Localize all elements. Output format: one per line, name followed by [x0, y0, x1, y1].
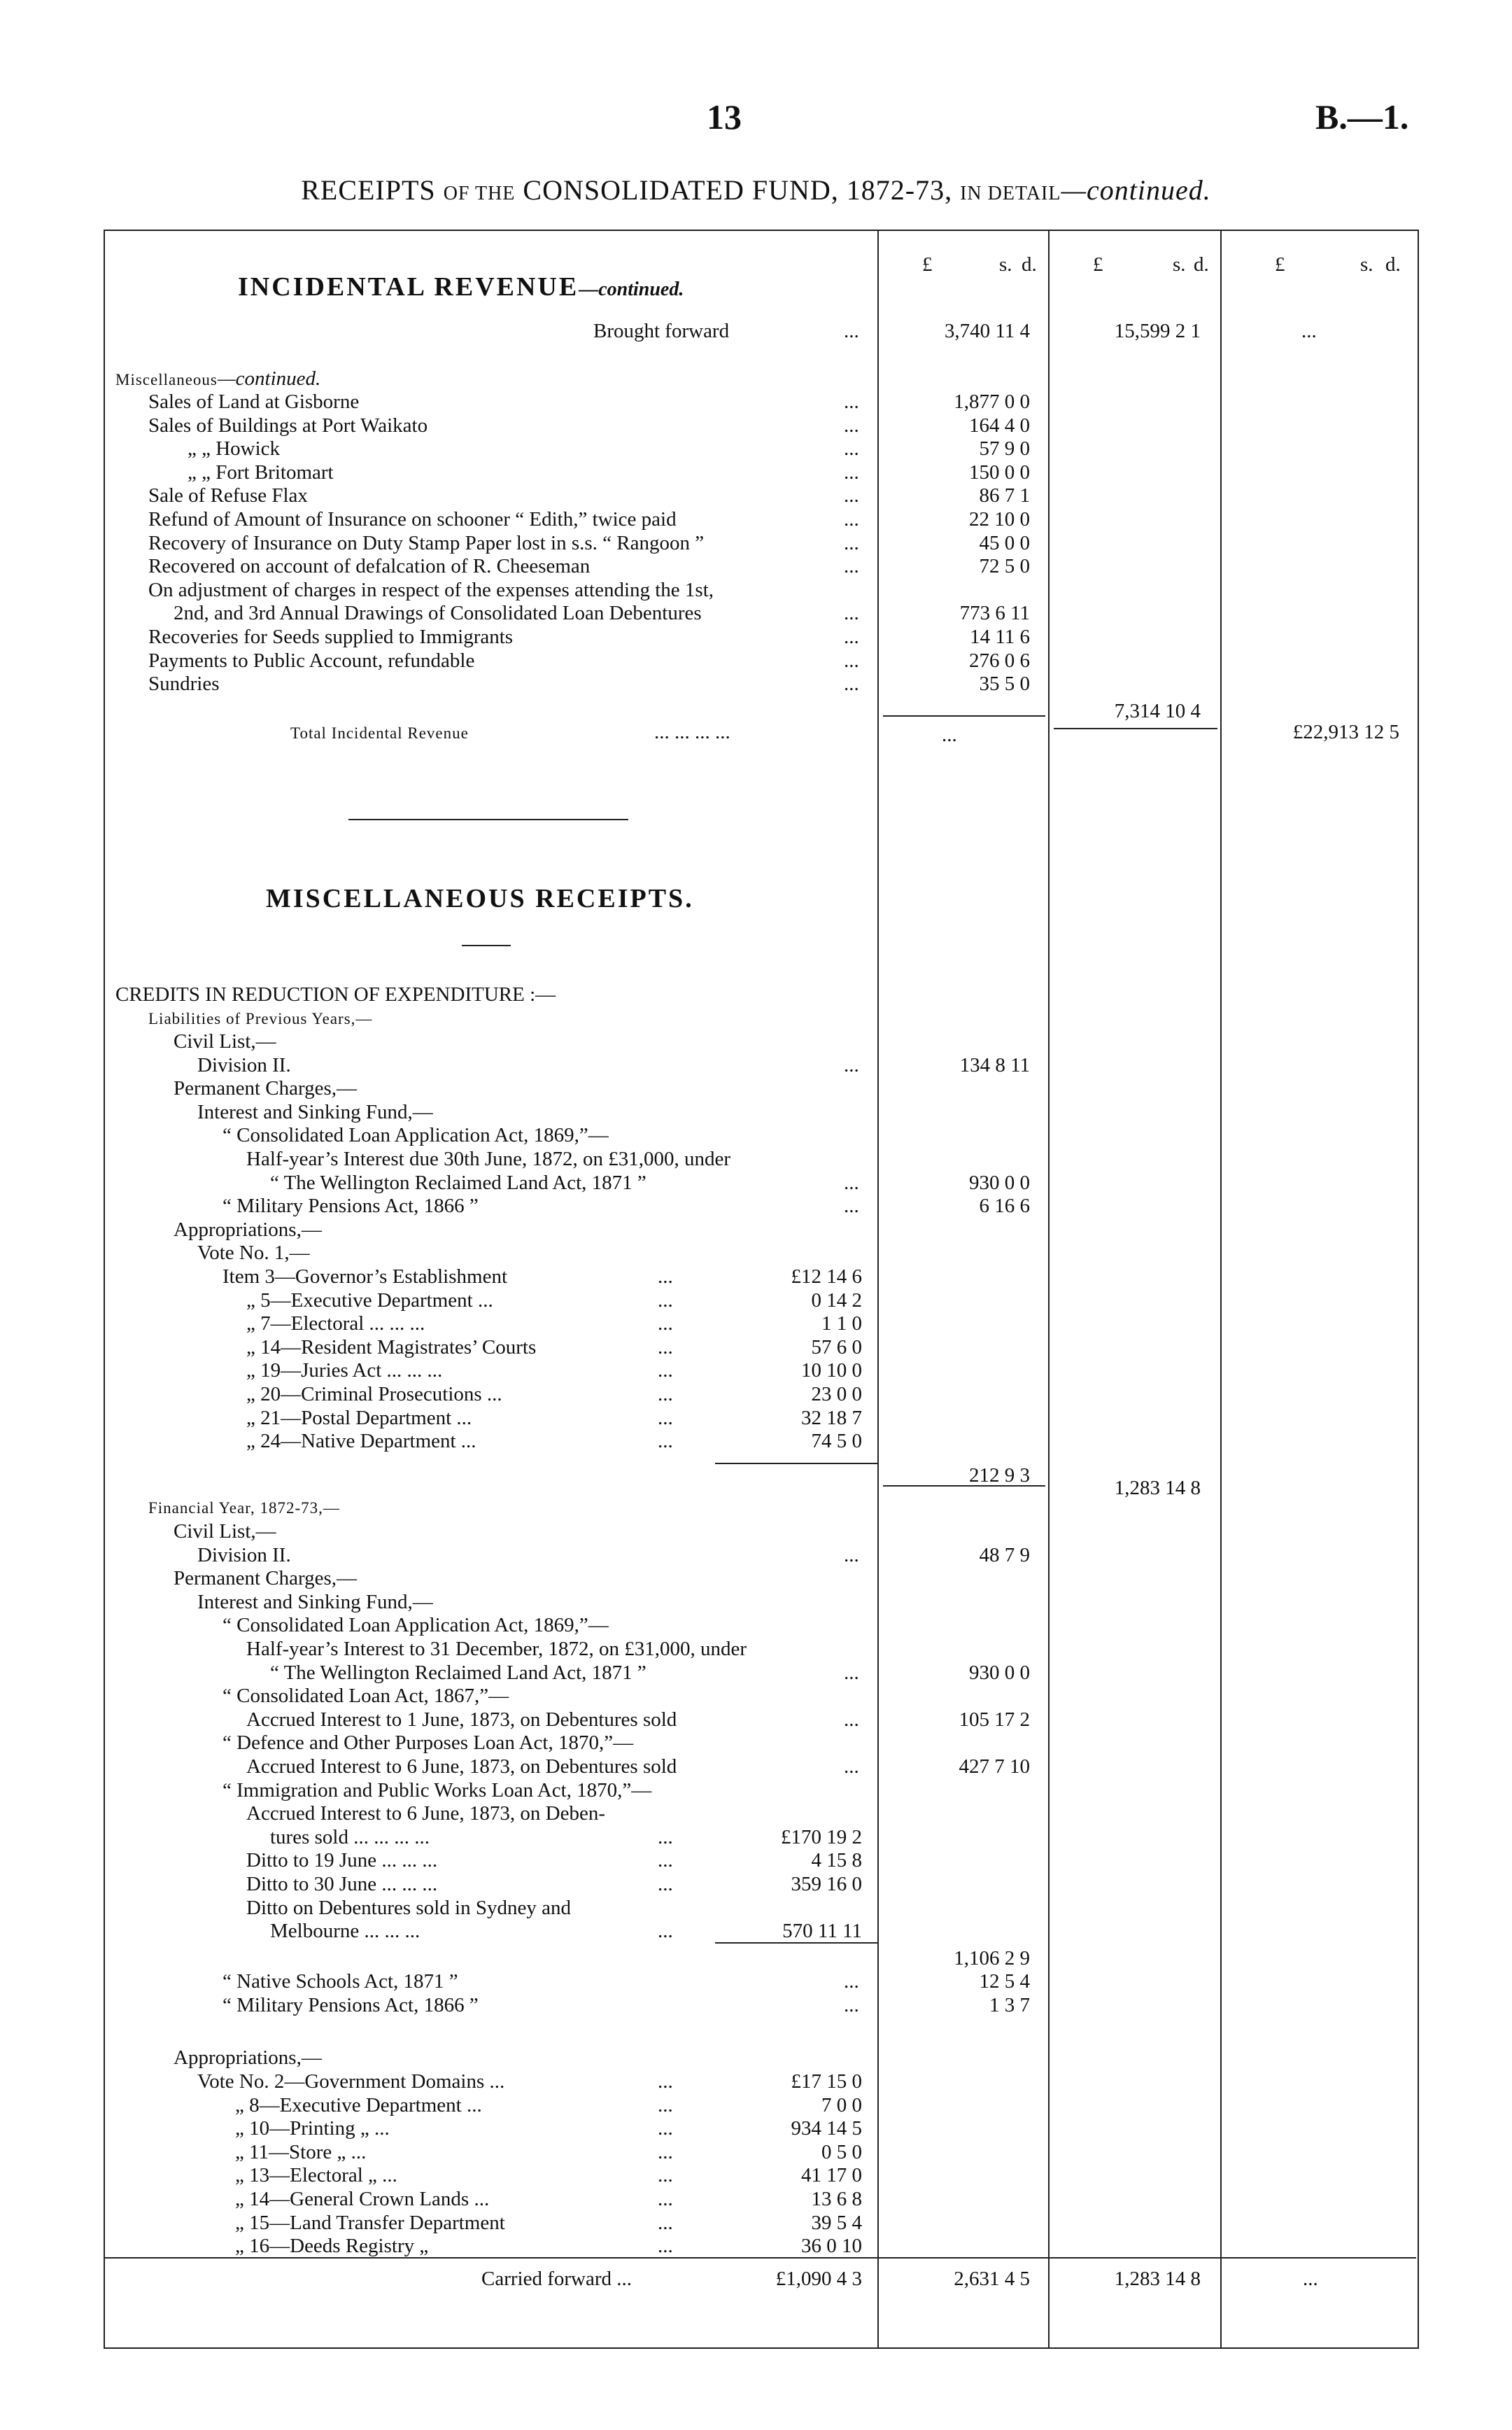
amount-c0: 57 6 0 [811, 1335, 862, 1358]
amount-c0: 13 6 8 [811, 2188, 862, 2210]
amount-c2: 1,283 14 8 [1114, 1477, 1201, 1499]
column-rule [1220, 230, 1222, 2347]
line-label: Melbourne ... ... ... [270, 1920, 421, 1943]
leader-dots: ... [844, 531, 859, 554]
amount-c1: 2,631 4 5 [954, 2268, 1030, 2290]
running-title-part: RECEIPTS [301, 174, 436, 206]
section-heading-misc-receipts: MISCELLANEOUS RECEIPTS. [266, 884, 694, 913]
amount-c2: 1,283 14 8 [1114, 2268, 1201, 2290]
line-label: Division II. [197, 1543, 291, 1566]
line-label: Item 3—Governor’s Establishment [222, 1265, 508, 1288]
amount-c1: 930 0 0 [969, 1171, 1030, 1194]
column-unit-heading: s. [1173, 253, 1186, 276]
line-label: Vote No. 1,— [197, 1242, 310, 1265]
amount-c1: 45 0 0 [979, 531, 1030, 554]
amount-c0: 41 17 0 [801, 2164, 862, 2187]
leader-dots: ... [844, 626, 859, 648]
leader-dots: ... [658, 2140, 673, 2163]
incidental-item-label: „ „ Fort Britomart [188, 461, 334, 484]
line-label: “ Immigration and Public Works Loan Act, 1870,”— [222, 1778, 652, 1802]
column-rule [877, 230, 879, 2347]
amount-c1: 276 0 6 [969, 649, 1030, 672]
leader-dots: ... [844, 1195, 859, 1218]
leader-dots: ... [844, 555, 859, 578]
leader-dots: ... [658, 1406, 673, 1429]
amount-c0: 23 0 0 [811, 1383, 862, 1405]
line-label: Interest and Sinking Fund,— [197, 1100, 433, 1123]
line-label: “ Consolidated Loan Application Act, 1869,”— [222, 1124, 609, 1147]
line-label: „ 7—Electoral ... ... ... [246, 1312, 425, 1335]
line-label: „ 14—Resident Magistrates’ Courts [246, 1335, 537, 1358]
amount-c1: 35 5 0 [979, 673, 1030, 696]
line-label: Half-year’s Interest to 31 December, 1872, on £31,000, under [246, 1638, 747, 1660]
leader-dots: ... [844, 1970, 859, 1993]
leader-dots: ... [844, 1708, 859, 1731]
leader-dots: ... [658, 2093, 673, 2116]
brought-forward-label: Brought forward [593, 320, 730, 342]
amount-c0: 934 14 5 [791, 2117, 862, 2140]
misc-label: Miscellaneous [115, 371, 218, 388]
amount-c1: 48 7 9 [979, 1543, 1030, 1566]
amount-c0: £12 14 6 [791, 1265, 862, 1288]
amount-c1: 164 4 0 [969, 414, 1030, 437]
leader-dots: ... [844, 1755, 859, 1778]
amount-c1: 86 7 1 [979, 484, 1030, 507]
amount-c0: 39 5 4 [811, 2211, 862, 2234]
leader-dots: ... [1301, 320, 1317, 342]
amount-c0: 74 5 0 [811, 1430, 862, 1453]
amount-c1: 150 0 0 [969, 461, 1030, 484]
leader-dots: ... [658, 1383, 673, 1405]
leader-dots: ... [844, 649, 859, 672]
running-title-part: —continued. [1061, 174, 1211, 206]
line-label: tures sold ... ... ... ... [270, 1825, 430, 1848]
leader-dots: ... [658, 2117, 673, 2140]
amount-c1: 427 7 10 [959, 1755, 1030, 1778]
leader-dots: ... [658, 1265, 673, 1288]
liabilities-heading [148, 1006, 372, 1030]
amount-c0: £17 15 0 [791, 2070, 862, 2093]
column-unit-heading: s. [1360, 253, 1373, 276]
financial-year-text: Financial Year, 1872-73,— [148, 1499, 340, 1517]
leader-dots: ... [658, 2235, 673, 2258]
line-label: Accrued Interest to 6 June, 1873, on Debentures sold [246, 1755, 677, 1778]
amount-c1: 22 10 0 [969, 508, 1030, 531]
document-code: B.—1. [1315, 97, 1409, 136]
leader-dots: ... [844, 1661, 859, 1684]
heading-continued: —continued. [579, 279, 684, 300]
sum-rule [883, 715, 1045, 717]
leader-dots: ... [658, 1873, 673, 1895]
financial-year-heading [148, 1496, 340, 1519]
credits-heading: CREDITS IN REDUCTION OF EXPENDITURE :— [115, 983, 556, 1006]
total-label-text: Total Incidental Revenue [290, 724, 469, 742]
column-unit-heading: £ [1275, 253, 1285, 276]
incidental-item-label: Sales of Land at Gisborne [148, 391, 360, 413]
incidental-item-label: „ „ Howick [188, 437, 281, 461]
amount-c0: 0 14 2 [811, 1288, 862, 1312]
total-incidental-label [290, 721, 469, 745]
vote-item-label: „ 13—Electoral „ ... [235, 2164, 397, 2187]
leader-dots: ... [844, 1171, 859, 1194]
amount-c0: 7 0 0 [821, 2093, 862, 2116]
incidental-item-label: Sale of Refuse Flax [148, 484, 308, 507]
leader-dots: ... [658, 2070, 673, 2093]
amount-c2: 15,599 2 1 [1114, 320, 1201, 342]
amount-c1: 12 5 4 [979, 1970, 1030, 1993]
line-label: “ The Wellington Reclaimed Land Act, 1871 ” [270, 1661, 647, 1684]
column-unit-heading: s. [999, 253, 1012, 276]
line-label: „ 5—Executive Department ... [246, 1288, 493, 1312]
amount-c1: 1,106 2 9 [954, 1947, 1030, 1969]
sum-rule [715, 1463, 877, 1464]
page-number: 13 [707, 97, 742, 136]
leader-dots: ... [844, 1543, 859, 1566]
liabilities-text: Liabilities of Previous Years,— [148, 1010, 373, 1027]
leader-dots: ... ... ... ... [654, 721, 730, 743]
leader-dots: ... [844, 1993, 859, 2016]
amount-c1: 134 8 11 [959, 1053, 1030, 1076]
line-label: Ditto on Debentures sold in Sydney and [246, 1896, 571, 1919]
amount-c0: £170 19 2 [781, 1825, 862, 1848]
incidental-item-label: On adjustment of charges in respect of the expenses attending the 1st, [148, 578, 714, 601]
leader-dots: ... [844, 437, 859, 461]
line-label: Civil List,— [174, 1030, 276, 1053]
leader-dots: ... [844, 414, 859, 437]
amount-c0: 359 16 0 [791, 1873, 862, 1895]
amount-c1: 72 5 0 [979, 555, 1030, 578]
amount-c1: 1,877 0 0 [954, 391, 1030, 413]
line-label: Interest and Sinking Fund,— [197, 1590, 433, 1613]
vote-item-label: „ 16—Deeds Registry „ [235, 2235, 429, 2258]
misc-continued: —continued. [217, 367, 321, 390]
sum-rule [1054, 728, 1217, 729]
misc-subheading [115, 367, 320, 391]
section-heading-incidental [238, 272, 684, 302]
leader-dots: ... [844, 1053, 859, 1076]
vote-item-label: „ 15—Land Transfer Department [235, 2211, 505, 2234]
leader-dots: ... [844, 673, 859, 696]
row-rule [105, 2257, 1416, 2259]
leader-dots: ... [658, 2164, 673, 2187]
column-unit-heading: d. [1022, 253, 1037, 276]
line-label: „ 19—Juries Act ... ... ... [246, 1359, 443, 1382]
leader-dots: ... [844, 391, 859, 413]
line-label: Division II. [197, 1053, 291, 1076]
leader-dots: ... [658, 1825, 673, 1848]
leader-dots: ... [658, 1288, 673, 1312]
line-label: “ Military Pensions Act, 1866 ” [222, 1993, 479, 2016]
leader-dots: ... [658, 1920, 673, 1943]
line-label: “ Military Pensions Act, 1866 ” [222, 1195, 479, 1218]
line-label: “ Consolidated Loan Act, 1867,”— [222, 1685, 509, 1708]
leader-dots: ... [844, 320, 859, 342]
amount-c2: 7,314 10 4 [1114, 700, 1201, 722]
column-unit-heading: £ [922, 253, 933, 276]
leader-dots: ... [658, 1430, 673, 1453]
leader-dots: ... [658, 2188, 673, 2210]
incidental-item-label: Payments to Public Account, refundable [148, 649, 475, 672]
heading-text: INCIDENTAL REVENUE [238, 272, 579, 302]
amount-c0: 4 15 8 [811, 1849, 862, 1872]
amount-c1: 3,740 11 4 [944, 320, 1030, 342]
incidental-item-label: 2nd, and 3rd Annual Drawings of Consolidated Loan Debentures [174, 602, 702, 625]
incidental-item-label: Recovered on account of defalcation of R. Cheeseman [148, 555, 591, 578]
leader-dots: ... [844, 508, 859, 531]
leader-dots: ... [844, 484, 859, 507]
line-label: “ The Wellington Reclaimed Land Act, 1871 ” [270, 1171, 647, 1194]
amount-c1: 14 11 6 [970, 626, 1030, 648]
amount-c0: 570 11 11 [782, 1920, 862, 1943]
section-separator [348, 819, 628, 820]
line-label: „ 20—Criminal Prosecutions ... [246, 1383, 502, 1405]
line-label: Permanent Charges,— [174, 1567, 358, 1590]
appropriations-heading: Appropriations,— [174, 2046, 322, 2069]
incidental-item-label: Refund of Amount of Insurance on schooner “ Edith,” twice paid [148, 508, 677, 531]
leader-dots: ... [658, 1849, 673, 1872]
incidental-item-label: Sundries [148, 673, 220, 696]
column-unit-heading: £ [1093, 253, 1103, 276]
line-label: “ Defence and Other Purposes Loan Act, 1870,”— [222, 1732, 634, 1755]
leader-dots: ... [844, 602, 859, 625]
vote-item-label: „ 8—Executive Department ... [235, 2093, 482, 2116]
amount-c0: 1 1 0 [821, 1312, 862, 1335]
leader-dots: ... [658, 1335, 673, 1358]
vote-item-label: Vote No. 2—Government Domains ... [197, 2070, 505, 2093]
sum-rule [715, 1942, 877, 1944]
line-label: Accrued Interest to 1 June, 1873, on Debentures sold [246, 1708, 677, 1731]
line-label: Appropriations,— [174, 1218, 322, 1241]
line-label: Permanent Charges,— [174, 1077, 358, 1100]
line-label: Accrued Interest to 6 June, 1873, on Deben- [246, 1802, 605, 1825]
amount-c0: 36 0 10 [801, 2235, 862, 2258]
amount-c0: 0 5 0 [821, 2140, 862, 2163]
amount-c3: £22,913 12 5 [1292, 721, 1399, 743]
leader-dots: ... [658, 1359, 673, 1382]
running-title-part: IN DETAIL [960, 183, 1061, 204]
running-title-part: OF THE [443, 183, 516, 204]
amount-c1: 930 0 0 [969, 1661, 1030, 1684]
vote-item-label: „ 14—General Crown Lands ... [235, 2188, 490, 2210]
leader-dots: ... [942, 724, 957, 746]
line-label: Civil List,— [174, 1520, 276, 1543]
heading-rule [462, 945, 511, 946]
amount-c0: £1,090 4 3 [775, 2268, 862, 2290]
leader-dots: ... [658, 1312, 673, 1335]
line-label: “ Consolidated Loan Application Act, 1869,”— [222, 1614, 609, 1637]
amount-c0: 32 18 7 [801, 1406, 862, 1429]
line-label: „ 21—Postal Department ... [246, 1406, 472, 1429]
leader-dots: ... [658, 2211, 673, 2234]
running-title-part: CONSOLIDATED FUND, 1872-73, [523, 174, 953, 206]
incidental-item-label: Recoveries for Seeds supplied to Immigrants [148, 626, 514, 648]
column-unit-heading: d. [1385, 253, 1401, 276]
vote-item-label: „ 10—Printing „ ... [235, 2117, 390, 2140]
line-label: Ditto to 30 June ... ... ... [246, 1873, 438, 1895]
column-unit-heading: d. [1194, 253, 1209, 276]
incidental-item-label: Sales of Buildings at Port Waikato [148, 414, 428, 437]
vote-item-label: „ 11—Store „ ... [235, 2140, 367, 2163]
line-label: Half-year’s Interest due 30th June, 1872, on £31,000, under [246, 1148, 731, 1170]
running-title [0, 174, 1512, 206]
column-rule [1048, 230, 1050, 2347]
amount-c0: 10 10 0 [801, 1359, 862, 1382]
amount-c1: 57 9 0 [979, 437, 1030, 461]
amount-c1: 105 17 2 [959, 1708, 1030, 1731]
amount-c1: 6 16 6 [979, 1195, 1030, 1218]
incidental-item-label: Recovery of Insurance on Duty Stamp Paper lost in s.s. “ Rangoon ” [148, 531, 705, 554]
line-label: Ditto to 19 June ... ... ... [246, 1849, 438, 1872]
line-label: „ 24—Native Department ... [246, 1430, 476, 1453]
line-label: “ Native Schools Act, 1871 ” [222, 1970, 458, 1993]
leader-dots: ... [1303, 2268, 1318, 2290]
amount-c1: 773 6 11 [959, 602, 1030, 625]
amount-c1: 1 3 7 [989, 1993, 1030, 2016]
amount-c1: 212 9 3 [969, 1464, 1030, 1487]
carried-forward-label: Carried forward ... [481, 2268, 632, 2290]
leader-dots: ... [844, 461, 859, 484]
